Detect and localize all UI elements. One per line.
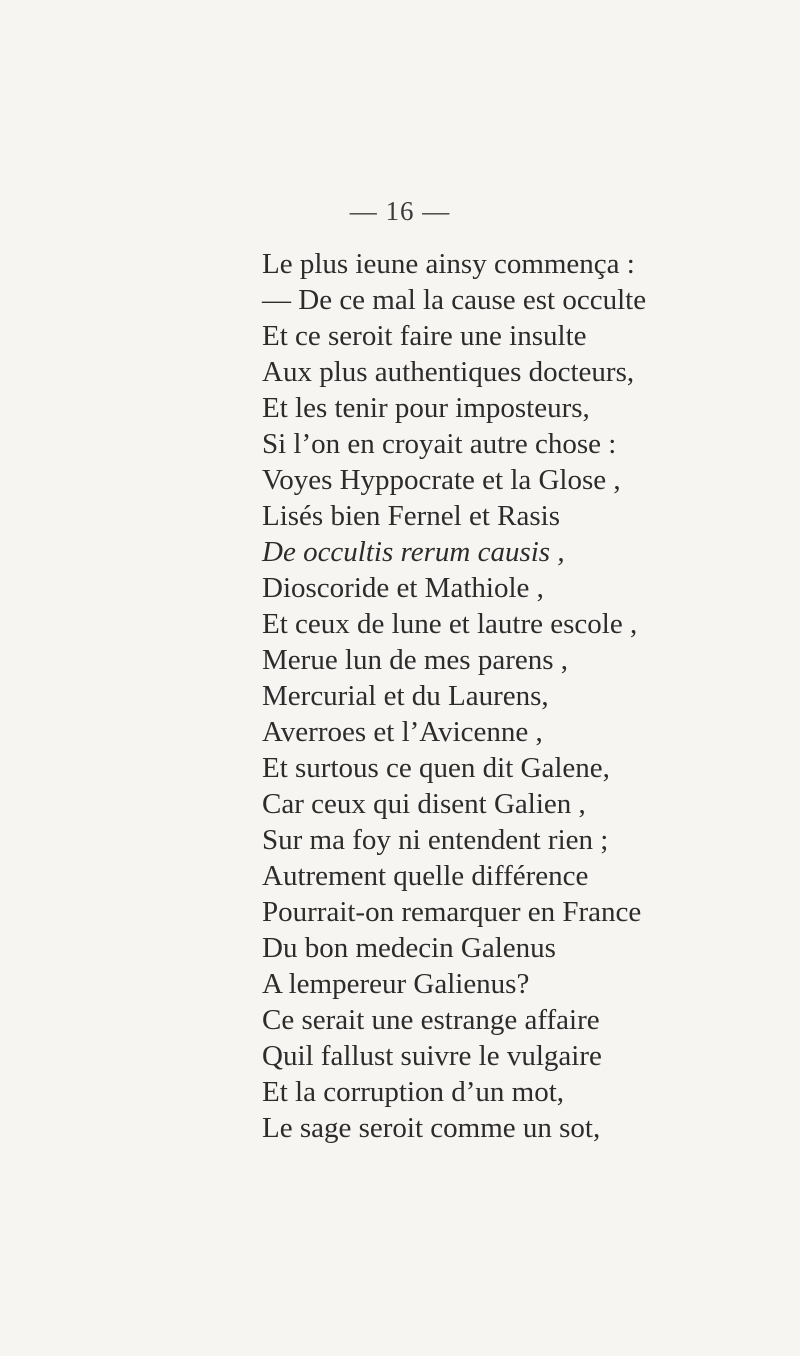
verse-line: Et la corruption d’un mot,	[262, 1076, 565, 1108]
verse-line: Et ce seroit faire une insulte	[262, 320, 587, 352]
verse-line: Et surtous ce quen dit Galene,	[262, 752, 610, 784]
verse-line: Averroes et l’Avicenne ,	[262, 716, 543, 748]
page-number: — 16 —	[349, 196, 451, 226]
verse-line: Du bon medecin Galenus	[262, 932, 556, 964]
verse-line: Sur ma foy ni entendent rien ;	[262, 824, 609, 856]
verse-line: Merue lun de mes parens ,	[262, 644, 569, 676]
verse-line: Autrement quelle différence	[262, 860, 589, 892]
verse-line: De occultis rerum causis ,	[262, 536, 565, 568]
verse-line: Si l’on en croyait autre chose :	[262, 428, 617, 460]
verse-line: A lempereur Galienus?	[262, 968, 530, 1000]
verse-line: Mercurial et du Laurens,	[262, 680, 549, 712]
verse-line: Car ceux qui disent Galien ,	[262, 788, 586, 820]
verse-line: Ce serait une estrange affaire	[262, 1004, 600, 1036]
poem-text	[262, 246, 646, 1146]
verse-line: — De ce mal la cause est occulte	[262, 284, 647, 316]
verse-line: Et ceux de lune et lautre escole ,	[262, 608, 638, 640]
verse-line: Aux plus authentiques docteurs,	[262, 356, 635, 388]
verse-line: Voyes Hyppocrate et la Glose ,	[262, 464, 621, 496]
verse-line: Pourrait-on remarquer en France	[262, 896, 642, 928]
verse-line: Et les tenir pour imposteurs,	[262, 392, 590, 424]
verse-line: Lisés bien Fernel et Rasis	[262, 500, 561, 532]
verse-line: Dioscoride et Mathiole ,	[262, 572, 544, 604]
verse-line: Quil fallust suivre le vulgaire	[262, 1040, 602, 1072]
verse-line: Le sage seroit comme un sot,	[262, 1112, 601, 1144]
verse-line: Le plus ieune ainsy commença :	[262, 248, 635, 280]
